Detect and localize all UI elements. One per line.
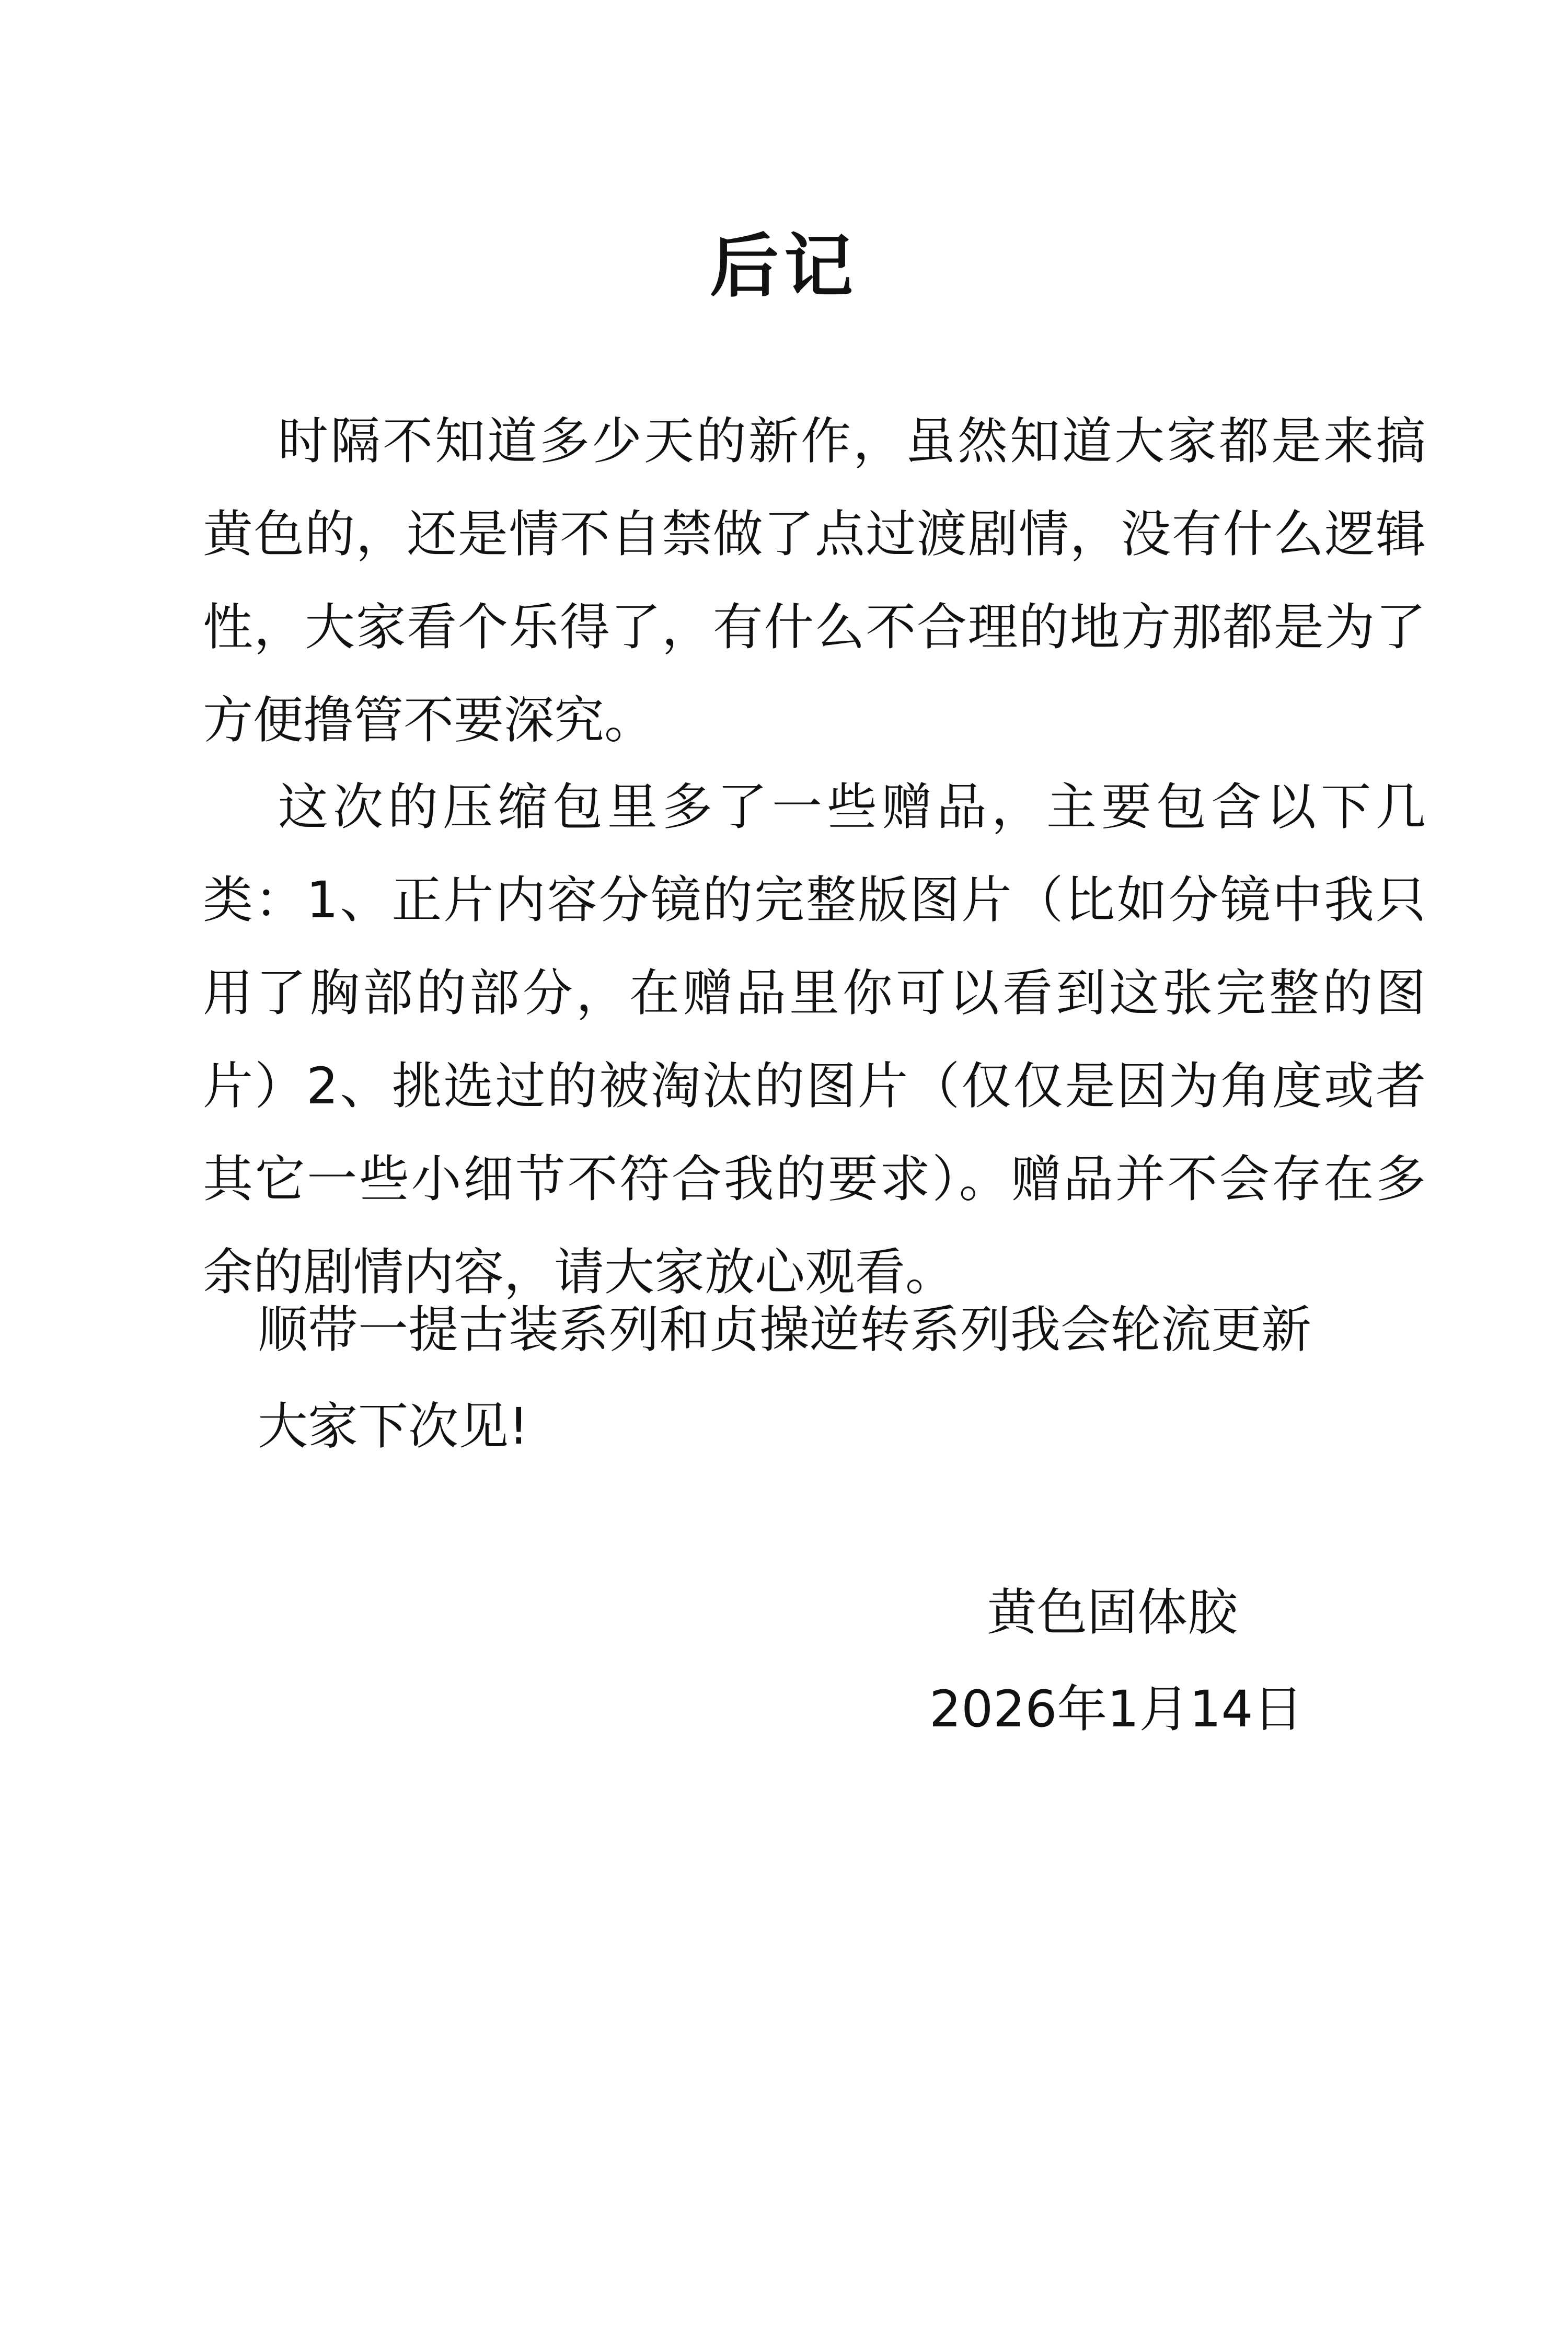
page-title: 后记 <box>710 226 858 307</box>
signature-date: 2026年1月14日 <box>929 1680 1304 1738</box>
paragraph-intro: 时隔不知道多少天的新作，虽然知道大家都是来搞黄色的，还是情不自禁做了点过渡剧情，没有什么逻辑性，大家看个乐得了，有什么不合理的地方那都是为了方便撸管不要深究。 <box>203 412 1426 750</box>
closing-line-farewell: 大家下次见! <box>258 1397 529 1456</box>
closing-line-series-update: 顺带一提古装系列和贞操逆转系列我会轮流更新 <box>258 1300 1311 1359</box>
signature-author: 黄色固体胶 <box>987 1583 1238 1642</box>
paragraph-bonus-content: 这次的压缩包里多了一些赠品，主要包含以下几类：1、正片内容分镜的完整版图片（比如分镜中我只用了胸部的部分，在赠品里你可以看到这张完整的图片）2、挑选过的被淘汰的图片（仅仅是因为角度或者其它一些小细节不符合我的要求）。赠品并不会存在多余的剧情内容，请大家放心观看。 <box>203 778 1426 1301</box>
